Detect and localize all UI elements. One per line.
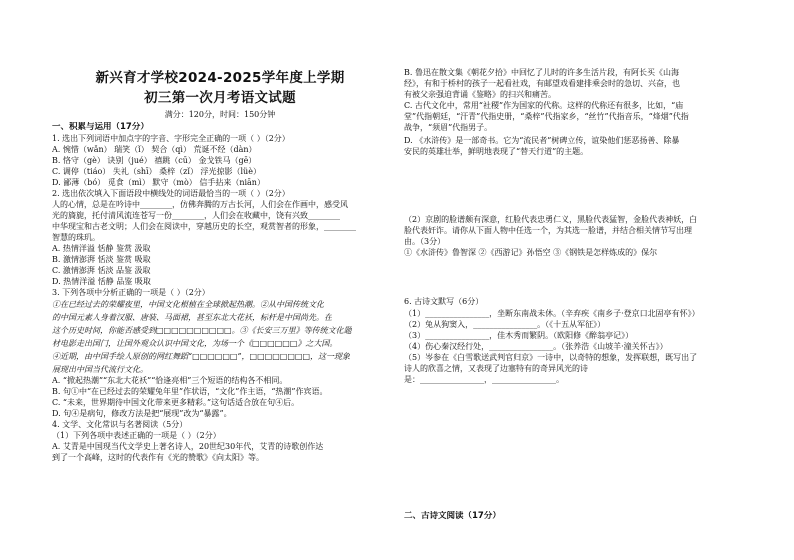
left-text-line: 1. 选出下列词语中加点字的字音、字形完全正确的一项（ ）（2分） [52, 134, 290, 143]
right-text-line: ①《水浒传》鲁智深 ②《西游记》孙悟空 ③《钢铁是怎样炼成的》保尔 [404, 248, 658, 257]
left-text-line: D. 热情洋溢 恬静 品鉴 吸取 [52, 277, 151, 286]
left-text-line: 的中国元素人身着汉服、唐装、马面裙，甚至东北大花袄，标杆是中国尚先。在 [52, 313, 332, 322]
left-text-line: 4. 文学、文化常识与名著阅读（5分） [52, 420, 188, 429]
right-text-line: （5）岑参在《白雪歌送武判官归京》一诗中，以奇特的想象，发挥联想，既写出了 [404, 353, 698, 362]
left-text-line: 3. 下列各项中分析正确的一项是（ ）（2分） [52, 288, 210, 297]
right-text-line: D. 《水浒传》是一部奇书。它为“流民者”树碑立传，谊染他们惩恶扬善、除暴 [404, 136, 680, 145]
left-text-line: A. “掀起热潮”“东北大花袄”“恰逢亮相”三个短语的结构各不相同。 [52, 376, 288, 385]
left-text-line: 到了一个高峰，这时的代表作有《光的赞歌》《向太阳》等。 [52, 453, 264, 462]
left-text-line: 展现出中国当代流行文化。 [52, 365, 148, 374]
left-text-line: D. 句④是病句，修改方法是把“展现”改为“暴露”。 [52, 409, 232, 418]
left-text-line: （1）下列各项中表述正确的一项是（ ）（2分） [52, 431, 221, 440]
exam-subtitle: 初三第一次月考语文试题 [144, 90, 296, 106]
right-text-line: B. 鲁迅在散文集《朝花夕拾》中回忆了儿时的许多生活片段，有阿长买《山海 [404, 68, 679, 77]
left-text-line: C. 调停（tiáo） 失礼（shī） 桑梓（zǐ） 浮光掠影（lüè） [52, 167, 261, 176]
right-text-line: 由。（3分） [404, 237, 446, 246]
left-text-line: B. 激情澎湃 恬淡 鉴赏 吸取 [52, 255, 151, 264]
left-text-line: 材电影走出国门，让国外观众认识中国文化，为场一个《□□□□□□》之大国。 [52, 339, 338, 348]
right-text-line: 6. 古诗文默写（6分） [404, 297, 484, 306]
right-text-line: 堂”代指朝廷，“汗青”代指史册，“桑梓”代指家乡，“丝竹”代指音乐，“烽烟”代指 [404, 112, 689, 121]
left-text-line: A. 惋惜（wǎn） 瑞笑（ǐ） 契合（qì） 荒诞不经（dàn） [52, 145, 257, 154]
right-text-line: （2）京剧的脸谱颇有深意，红脸代表忠勇仁义，黑脸代表猛智，金脸代表神妖，白 [404, 215, 698, 224]
exam-title: 新兴育才学校2024-2025学年度上学期 [95, 70, 345, 86]
left-text-line: ④近期，由中国手绘人原创的网红舞蹈“□□□□□□”，□□□□□□□□，这一现象 [52, 352, 350, 361]
right-text-line: 经》，有和于桥村的孩子一起看社戏，有邮望戏看建排乘会时的急切、兴奋，也 [404, 79, 680, 88]
left-text-line: 中华现宝和古老文明；人们会在阅读中，穿越历史的长空，观赏智者的形象，________ [52, 222, 356, 231]
left-text-line: A. 热情洋溢 恬静 鉴赏 汲取 [52, 244, 151, 253]
left-text-line: B. 句①中“在已经过去的荣耀兔年里”作状语，“文化”作主语，“热潮”作宾语。 [52, 387, 328, 396]
left-text-line: 2. 选出依次填入下面语段中横线处的词语最恰当的一项（ ）（2分） [52, 189, 290, 198]
left-text-line: B. 恪守（gè） 诀别（jué） 禧跳（cū） 金戈铁马（gē） [52, 156, 257, 165]
left-text-line: D. 鄙薄（bó） 觅食（mì） 默守（mò） 信手拈来（niān） [52, 178, 265, 187]
left-text-line: 人的心情，总是在吟诗中________，仿佛奔腾的万古长河，人们会在作画中，感受风 [52, 200, 348, 209]
left-text-line: 一、积累与运用（17分） [52, 122, 149, 132]
right-text-line: 是：________________，________________。 [404, 375, 564, 384]
exam-meta: 满分：120分，时间：150分钟 [164, 110, 276, 119]
right-text-line: 脸代表奸诈。请你从下面人物中任选一个，为其选一脸谱，并结合相关情节写出理 [404, 226, 692, 235]
right-text-line: （1）________________，坐断东南战未休。（辛弃疾《南乡子·登京口北固亭有怀》） [404, 309, 700, 318]
left-text-line: 这个历史时间，你能否感受到□□□□□□□□□□。③《长安三万里》等传统文化题 [52, 326, 352, 335]
left-text-line: A. 艾青是中国现当代文学史上著名诗人，20世纪30年代，艾青的诗歌创作达 [52, 442, 324, 451]
right-text-line: C. 古代文化中，常用“社稷”作为国家的代称。这样的代称还有很多，比如，“庙 [404, 101, 684, 110]
right-text-line: 战争，“须眉”代指男子。 [404, 123, 493, 132]
right-text-line: （3）________________，佳木秀而繁阴。（欧阳修《醉翁亭记》） [404, 331, 634, 340]
right-text-line: 有被父亲强迫背诵《鉴略》的扫兴和痛苦。 [404, 90, 556, 99]
right-text-line: （2）兔从狗窦入，________________。（《十五从军征》） [404, 320, 606, 329]
left-text-line: C. “未来，世界期待中国文化带来更多精彩。”这句话适合放在句④后。 [52, 398, 300, 407]
right-text-line: （4）伤心秦汉经行处，________________。（张养浩《山坡羊·潼关怀古》） [404, 342, 668, 351]
left-text-line: C. 激情澎湃 恬淡 品鉴 汲取 [52, 266, 151, 275]
left-text-line: 智慧的珠玑。 [52, 233, 100, 242]
right-text-line: 安民的英雄壮举，鲜明地表现了“替天行道”的主题。 [404, 147, 589, 156]
right-text-line: 诗人的欣喜之情，又表现了边塞特有的奇异风光的诗 [404, 364, 588, 373]
left-text-line: ①在已经过去的荣耀夜里，中国文化根植在全球掀起热潮。②从中国传统文化 [52, 300, 324, 309]
right-text-line: 二、古诗文阅读（17分） [404, 511, 501, 521]
left-text-line: 光的旖旎，托付清风流连苍写一份________，人们会在收藏中，饶有兴致________ [52, 211, 340, 220]
